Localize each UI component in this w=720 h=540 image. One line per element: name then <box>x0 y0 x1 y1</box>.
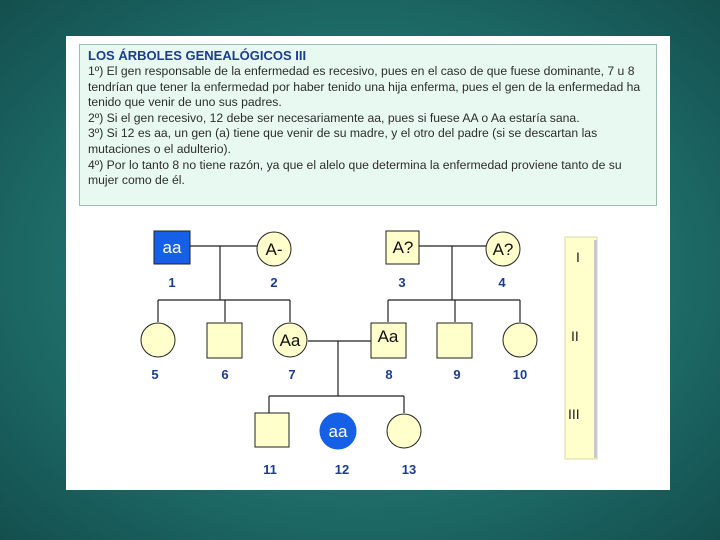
label-8: 8 <box>385 367 393 382</box>
label-5: 5 <box>151 367 159 382</box>
label-10: 10 <box>512 367 528 382</box>
paragraph-1: 1º) El gen responsable de la enfermedad es recesivo, pues en el caso de que fuese dominante, 7 u 8 tendrían que tener la enfermedad por haber tenido una hija enferma, pues el gen de la enfermedad ha tenido que venir de uno sus padres. <box>88 64 641 110</box>
generation-label-i: I <box>576 249 580 265</box>
genotype-2: A- <box>265 240 283 259</box>
genotype-8: Aa <box>377 327 399 346</box>
label-6: 6 <box>221 367 229 382</box>
label-4: 4 <box>498 275 506 290</box>
individual-6-square <box>207 323 242 358</box>
genotype-12: aa <box>328 422 348 441</box>
paragraph-3: 3º) Si 12 es aa, un gen (a) tiene que venir de su madre, y el otro del padre (si se descartan las mutaciones o el adulterio). <box>88 126 598 156</box>
label-7: 7 <box>288 367 296 382</box>
genotype-7: Aa <box>279 331 301 350</box>
generation-bar <box>565 237 597 459</box>
label-2: 2 <box>270 275 278 290</box>
individual-13-circle <box>387 414 421 448</box>
label-9: 9 <box>453 367 461 382</box>
generation-label-iii: III <box>568 406 580 422</box>
individual-9-square <box>437 323 472 358</box>
genotype-4: A? <box>492 240 514 259</box>
label-12: 12 <box>334 462 350 477</box>
paragraph-2: 2º) Si el gen recesivo, 12 debe ser necesariamente aa, pues si fuese AA o Aa estaría sana. <box>88 110 580 125</box>
individual-5-circle <box>141 323 175 357</box>
genotype-3: A? <box>392 238 414 257</box>
individual-10-circle <box>503 323 537 357</box>
label-3: 3 <box>398 275 406 290</box>
label-1: 1 <box>168 275 176 290</box>
individual-11-square <box>255 413 289 447</box>
slide-title: LOS ÁRBOLES GENEALÓGICOS III <box>88 48 307 63</box>
generation-bar-shadow <box>594 240 597 458</box>
label-11: 11 <box>263 462 277 477</box>
generation-label-ii: II <box>571 328 579 344</box>
paragraph-4: 4º) Por lo tanto 8 no tiene razón, ya que el alelo que determina la enfermedad proviene tanto de su mujer como de él. <box>88 157 622 188</box>
genotype-1: aa <box>162 238 182 257</box>
label-13: 13 <box>401 462 417 477</box>
